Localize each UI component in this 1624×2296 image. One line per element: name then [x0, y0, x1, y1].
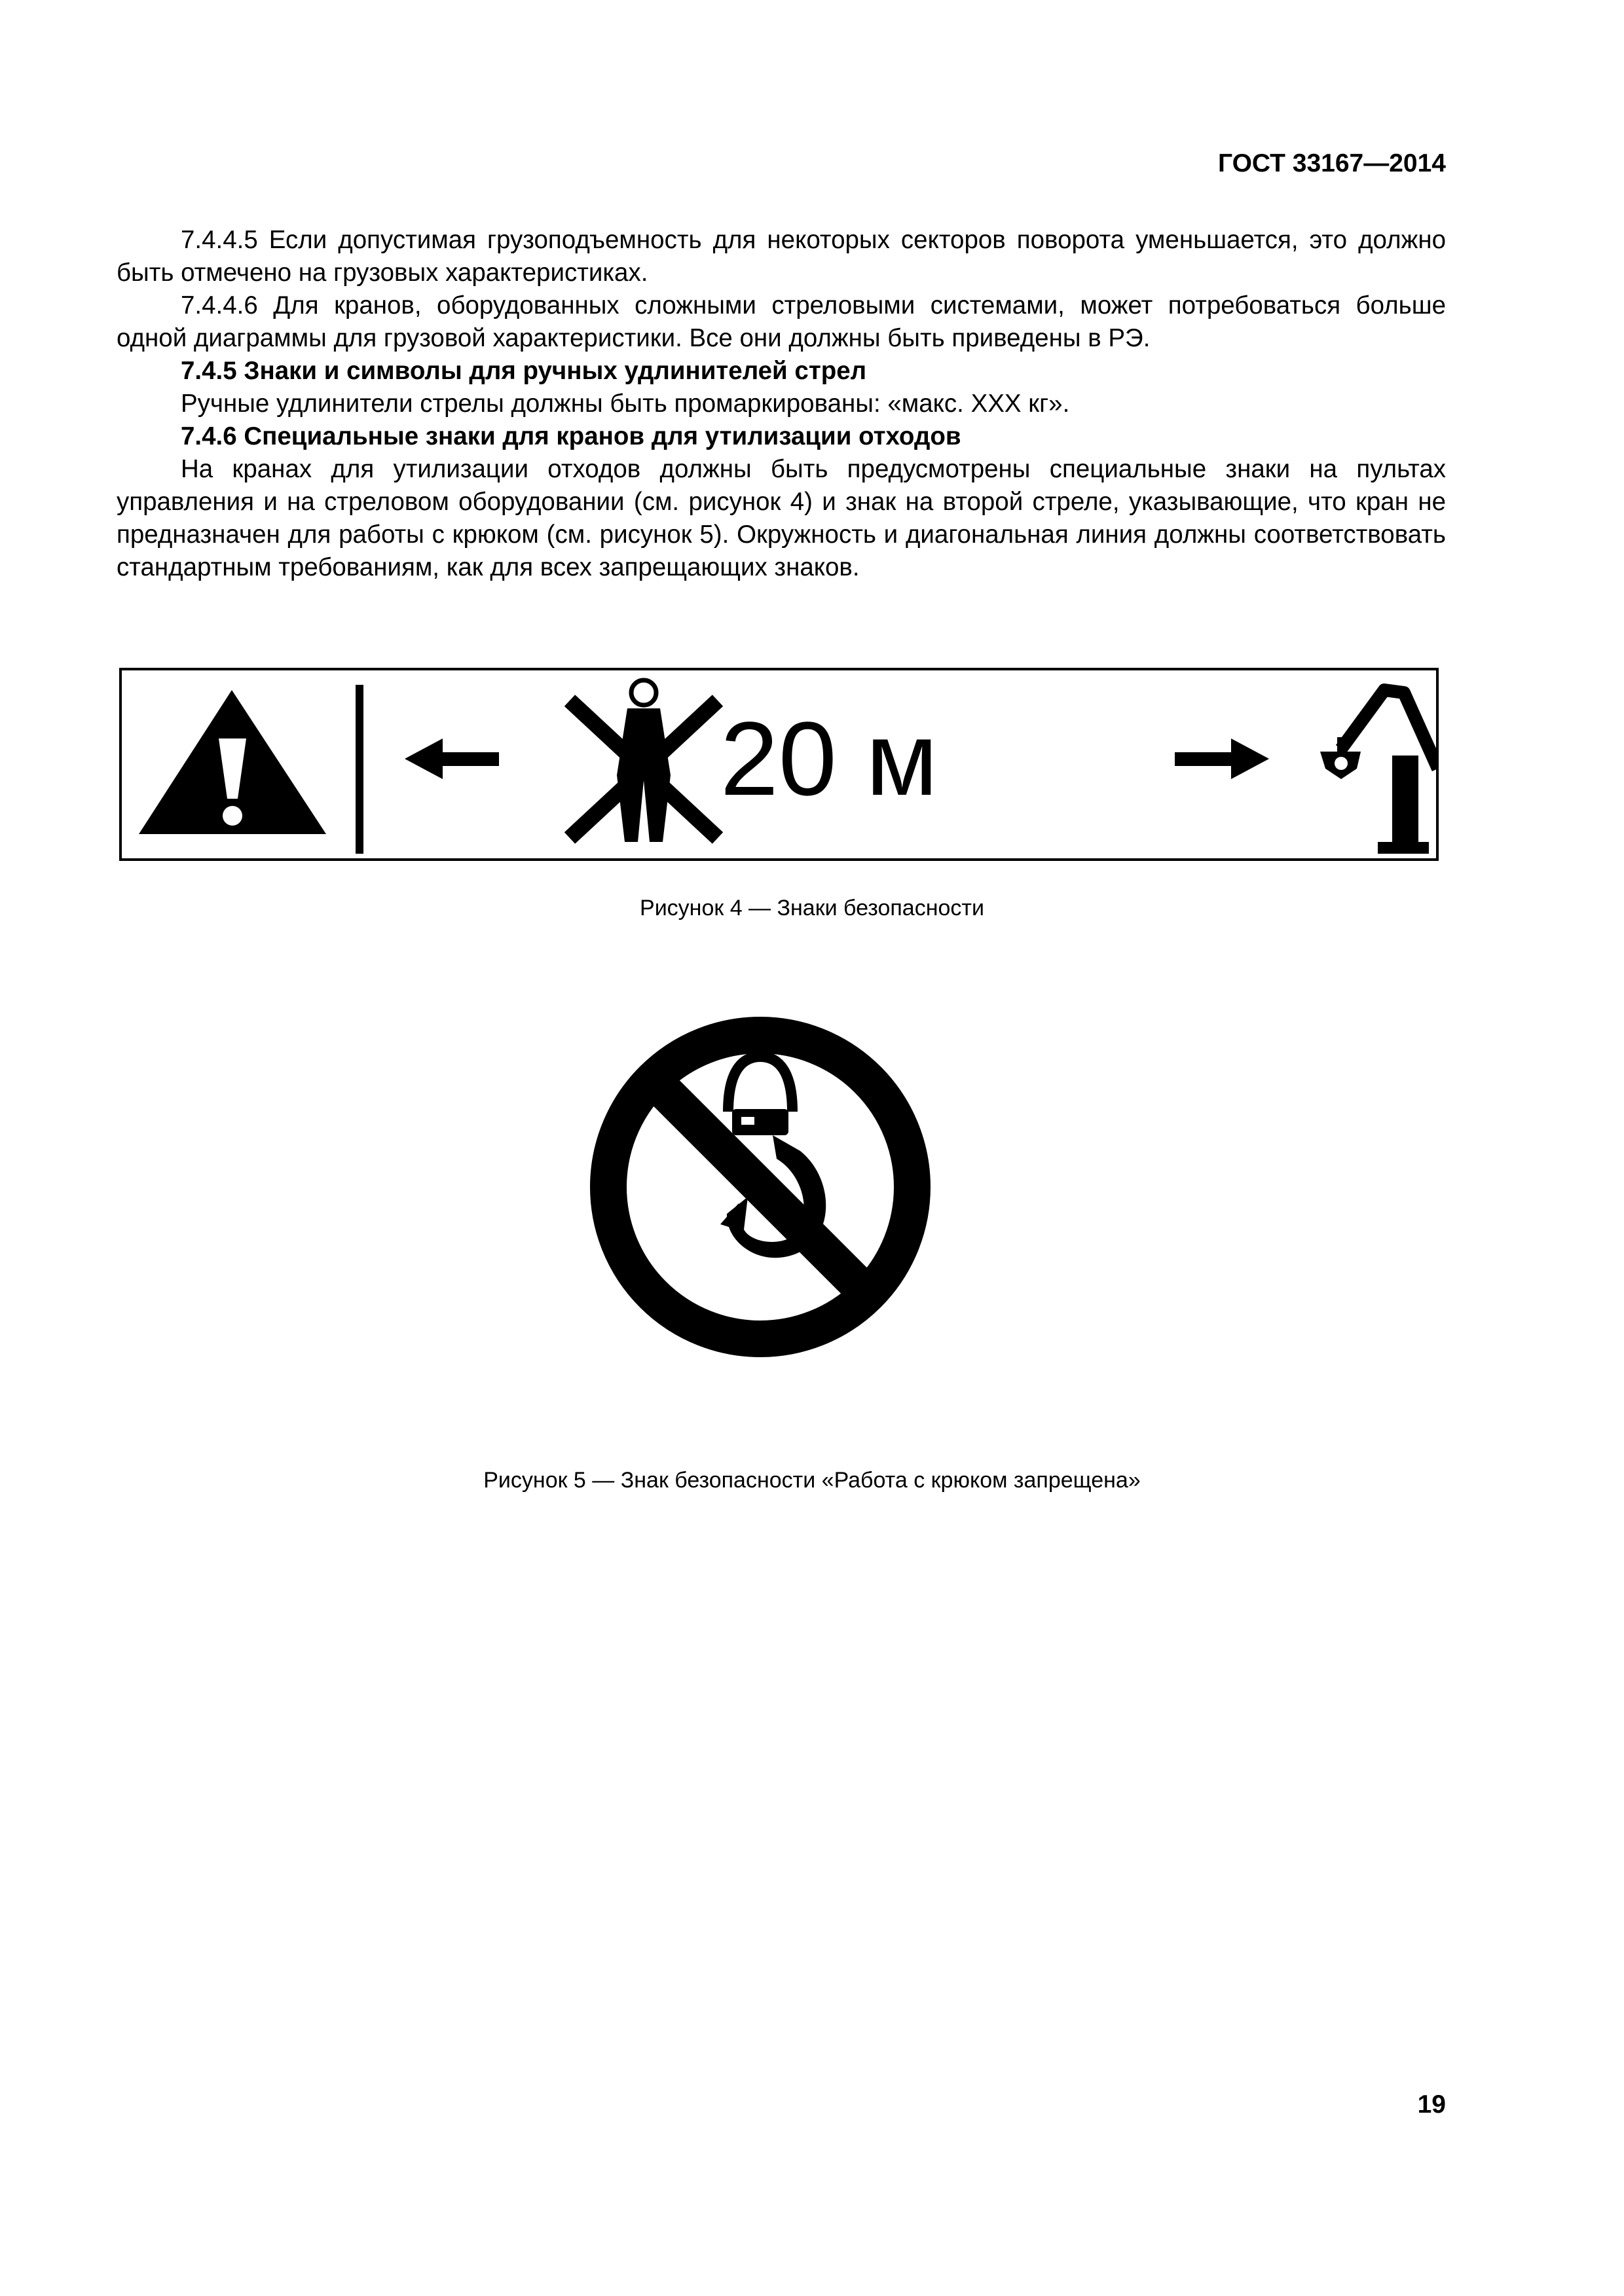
figure-4-caption: Рисунок 4 — Знаки безопасности	[640, 896, 984, 920]
paragraph-7-4-5: Ручные удлинители стрелы должны быть промаркированы: «макс. XXX кг».	[181, 390, 1070, 418]
crossed-person-icon	[570, 680, 718, 842]
figure-5-prohibition-sign	[587, 1013, 934, 1364]
paragraph-7-4-4-6: 7.4.4.6 Для кранов, оборудованных сложными стреловыми системами, может потребоваться больше одной диаграммы для грузовой характеристики. Все они должны быть приведены в РЭ.	[117, 291, 1446, 352]
heading-7-4-5: 7.4.5 Знаки и символы для ручных удлинителей стрел	[181, 357, 867, 385]
prohibition-circle-icon	[608, 1035, 912, 1339]
separator-bar	[356, 685, 363, 854]
left-arrow-icon	[405, 738, 499, 779]
document-id: ГОСТ 33167—2014	[1218, 149, 1446, 177]
right-arrow-icon	[1175, 738, 1269, 779]
figure-5-caption: Рисунок 5 — Знак безопасности «Работа с крюком запрещена»	[483, 1468, 1141, 1493]
figure-4-safety-sign	[119, 668, 1439, 861]
heading-7-4-6: 7.4.6 Специальные знаки для кранов для утилизации отходов	[181, 422, 961, 450]
distance-text: 20 м	[720, 700, 938, 817]
body-text	[117, 224, 1446, 584]
paragraph-7-4-6: На кранах для утилизации отходов должны быть предусмотрены специальные знаки на пультах управления и на стреловом оборудовании (см. рисунок 4) и знак на второй стреле, указывающие, что кран не предназначен для работы с крюком (см. рисунок 5). Окружность и диагональная линия должны соответствовать стандартным требованиям, как для всех запрещающих знаков.	[117, 455, 1446, 581]
paragraph-7-4-4-5: 7.4.4.5 Если допустимая грузоподъемность для некоторых секторов поворота уменьшается, это должно быть отмечено на грузовых характеристиках.	[117, 226, 1446, 287]
crane-grab-icon	[1320, 690, 1436, 854]
page-number: 19	[1417, 2090, 1446, 2119]
warning-triangle-icon	[139, 690, 326, 834]
